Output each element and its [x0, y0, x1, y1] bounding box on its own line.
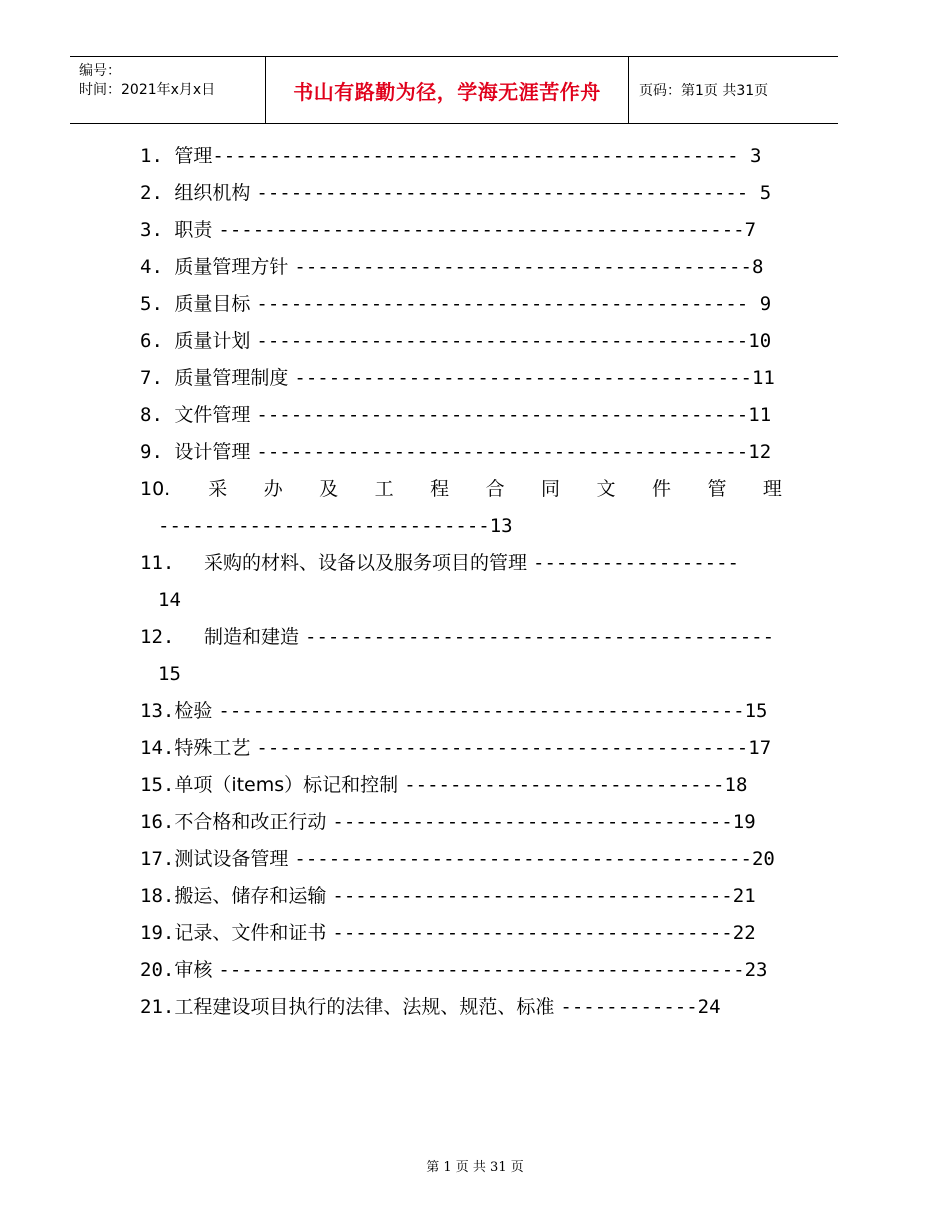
toc-entry-number: 9.	[140, 441, 175, 463]
toc-entry-leader: -------------------------------------------	[256, 737, 749, 759]
toc-entry[interactable]	[140, 397, 820, 434]
toc-entry-title: 不合格和改正行动	[174, 811, 333, 833]
toc-entry-number: 13.	[140, 700, 175, 722]
toc-entry-title: 单项（items）标记和控制	[174, 774, 405, 796]
toc-entry-title: 组织机构	[174, 182, 257, 204]
toc-entry-page: 3	[749, 145, 762, 167]
toc-entry-number: 19.	[140, 922, 175, 944]
toc-entry-leader: -----------------------------------------	[305, 626, 775, 648]
toc-entry-title: 记录、文件和证书	[174, 922, 333, 944]
toc-entry[interactable]	[140, 434, 820, 471]
header-page-cell	[629, 57, 838, 123]
toc-entry-page: 5	[759, 182, 772, 204]
toc-entry[interactable]	[140, 323, 820, 360]
toc-entry-title: 采 办 及 工 程 合 同 文 件 管 理	[208, 478, 782, 500]
toc-entry-number: 17.	[140, 848, 175, 870]
toc-entry[interactable]	[140, 693, 820, 730]
toc-entry-title: 质量目标	[174, 293, 257, 315]
toc-entry-leader: ----------------------------------------------	[218, 219, 745, 241]
header-info-cell	[70, 57, 266, 123]
toc-entry-leader: ----------------------------------------	[294, 848, 752, 870]
toc-entry-number: 8.	[140, 404, 175, 426]
toc-entry-page: 21	[732, 885, 756, 907]
toc-entry-title: 质量计划	[174, 330, 257, 352]
document-number-label: 编号：	[79, 63, 121, 79]
toc-entry-page: 11	[748, 404, 772, 426]
toc-entry-number: 3.	[140, 219, 175, 241]
toc-entry-leader: ----------------------------------------------	[218, 959, 745, 981]
toc-entry-page: 17	[748, 737, 772, 759]
toc-entry-title: 审核	[174, 959, 219, 981]
toc-entry[interactable]	[140, 619, 820, 693]
toc-entry-leader: -------------------------------------------	[256, 330, 749, 352]
toc-entry-number: 12.	[140, 626, 175, 648]
toc-entry-page: 20	[751, 848, 775, 870]
toc-entry[interactable]	[140, 471, 820, 545]
toc-entry-title: 搬运、储存和运输	[174, 885, 333, 907]
toc-entry-page: 10	[748, 330, 772, 352]
toc-entry-leader: -------------------------------------------	[256, 441, 749, 463]
toc-entry-number: 16.	[140, 811, 175, 833]
toc-entry-page: 7	[744, 219, 757, 241]
toc-entry-number: 10.	[140, 478, 171, 500]
toc-entry[interactable]	[140, 989, 820, 1026]
toc-entry-page: 8	[751, 256, 764, 278]
toc-entry[interactable]	[140, 545, 820, 619]
toc-entry[interactable]	[140, 138, 820, 175]
header-motto-cell	[266, 57, 629, 123]
toc-entry-number: 6.	[140, 330, 175, 352]
toc-entry[interactable]	[140, 841, 820, 878]
toc-entry-leader: ----------------------------	[404, 774, 725, 796]
toc-entry-page: 14	[158, 589, 181, 611]
toc-entry-number: 1.	[140, 145, 175, 167]
table-of-contents	[140, 138, 820, 1026]
toc-entry-number: 2.	[140, 182, 175, 204]
toc-entry-page: 24	[697, 996, 721, 1018]
toc-entry-number: 21.	[140, 996, 175, 1018]
toc-entry-leader: -----------------------------------	[332, 922, 733, 944]
toc-entry[interactable]	[140, 878, 820, 915]
page-footer: 第 1 页 共 31 页	[426, 1160, 524, 1175]
toc-entry[interactable]	[140, 915, 820, 952]
toc-entry[interactable]	[140, 249, 820, 286]
motto-text: 书山有路勤为径，学海无涯苦作舟	[293, 79, 601, 104]
toc-entry-number: 14.	[140, 737, 175, 759]
toc-entry-page: 18	[724, 774, 748, 796]
toc-entry-page: 15	[744, 700, 768, 722]
toc-entry-leader: ----------------------------------------------	[212, 145, 750, 167]
page-code-label: 页码：第1页 共31页	[639, 83, 769, 99]
toc-entry-page: 12	[748, 441, 772, 463]
toc-entry-number: 18.	[140, 885, 175, 907]
toc-entry-leader: -------------------------------------------	[256, 182, 760, 204]
toc-entry-page: 19	[732, 811, 756, 833]
toc-entry-title: 测试设备管理	[174, 848, 295, 870]
toc-entry[interactable]	[140, 767, 820, 804]
toc-entry-title: 职责	[174, 219, 219, 241]
toc-entry[interactable]	[140, 286, 820, 323]
document-time-label: 时间：2021年x月x日	[79, 82, 216, 98]
toc-entry-number: 7.	[140, 367, 175, 389]
toc-entry-page: 22	[732, 922, 756, 944]
toc-entry-leader: -----------------------------	[158, 515, 490, 537]
toc-entry-leader: ------------------	[533, 552, 739, 574]
toc-entry-title: 设计管理	[174, 441, 257, 463]
toc-entry-leader: -------------------------------------------	[256, 404, 749, 426]
toc-entry-leader: -----------------------------------	[332, 885, 733, 907]
toc-entry-page: 23	[744, 959, 768, 981]
toc-entry[interactable]	[140, 730, 820, 767]
toc-entry-title: 文件管理	[174, 404, 257, 426]
toc-entry[interactable]	[140, 175, 820, 212]
toc-entry-number: 15.	[140, 774, 175, 796]
toc-entry-title: 工程建设项目执行的法律、法规、规范、标准	[174, 996, 561, 1018]
toc-entry-leader: -----------------------------------	[332, 811, 733, 833]
toc-entry-title: 特殊工艺	[174, 737, 257, 759]
toc-entry-page: 11	[751, 367, 775, 389]
toc-entry-title: 管理	[174, 145, 213, 167]
toc-entry-leader: ----------------------------------------------	[218, 700, 745, 722]
toc-entry-leader: -------------------------------------------	[256, 293, 760, 315]
toc-entry-title: 质量管理方针	[174, 256, 295, 278]
toc-entry-title: 质量管理制度	[174, 367, 295, 389]
toc-entry-number: 4.	[140, 256, 175, 278]
toc-entry-leader: ------------	[560, 996, 698, 1018]
toc-entry-title: 检验	[174, 700, 219, 722]
toc-entry-number: 5.	[140, 293, 175, 315]
toc-entry-leader: ----------------------------------------	[294, 367, 752, 389]
toc-entry[interactable]	[140, 804, 820, 841]
toc-entry-spread-line	[140, 471, 782, 508]
toc-entry-page: 13	[489, 515, 513, 537]
toc-entry[interactable]	[140, 952, 820, 989]
toc-entry-title: 制造和建造	[204, 626, 306, 648]
toc-entry[interactable]	[140, 212, 820, 249]
toc-entry-title: 采购的材料、设备以及服务项目的管理	[204, 552, 534, 574]
toc-entry-number: 20.	[140, 959, 175, 981]
toc-entry[interactable]	[140, 360, 820, 397]
toc-entry-leader: ----------------------------------------	[294, 256, 752, 278]
toc-entry-number: 11.	[140, 552, 175, 574]
toc-entry-page: 15	[158, 663, 181, 685]
toc-entry-page: 9	[759, 293, 772, 315]
page-header	[70, 56, 838, 124]
